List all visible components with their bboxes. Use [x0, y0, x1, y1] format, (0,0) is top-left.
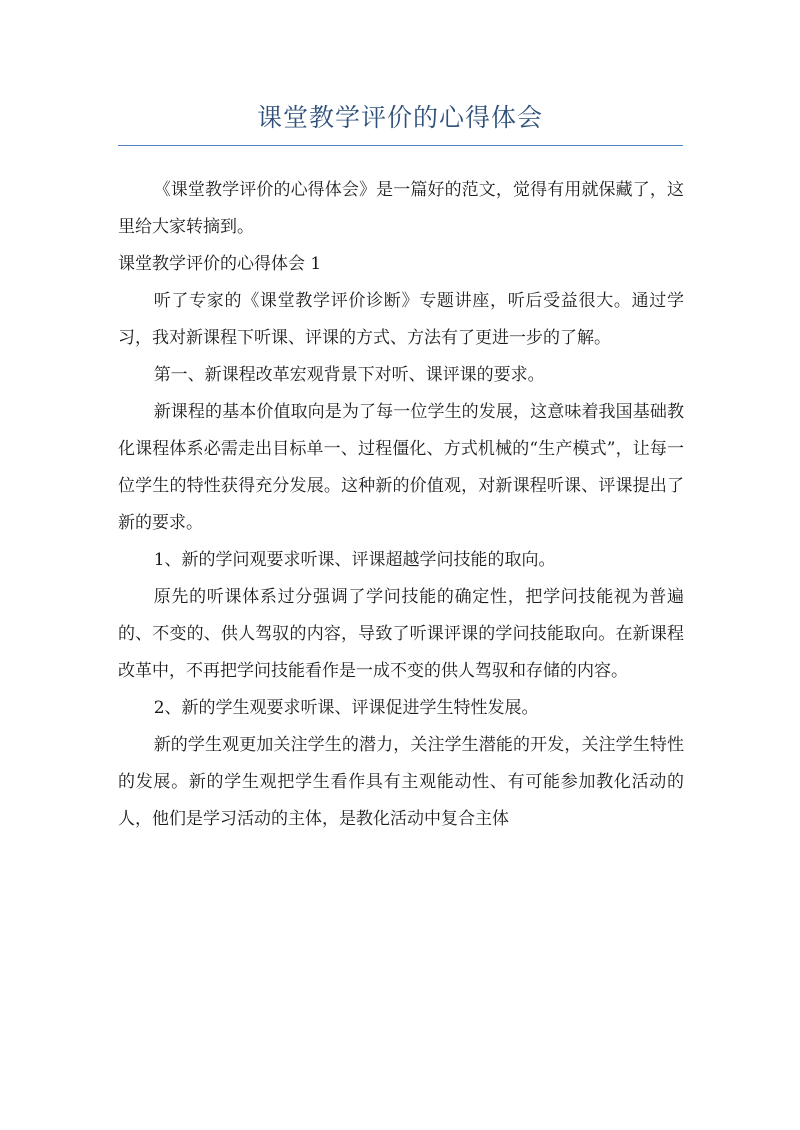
paragraph: 1、新的学问观要求听课、评课超越学问技能的取向。: [153, 550, 556, 570]
paragraph: 听了专家的《课堂教学评价诊断》专题讲座，听后受益很大。通过学习，我对新课程下听课、评课的方式、方法有了更进一步的了解。: [118, 291, 684, 348]
document-body: [118, 172, 684, 838]
paragraph: 第一、新课程改革宏观背景下对听、课评课的要求。: [153, 365, 545, 385]
paragraph: 原先的听课体系过分强调了学问技能的确定性，把学问技能视为普遍的、不变的、供人驾驭的内容，导致了听课评课的学问技能取向。在新课程改革中，不再把学问技能看作是一成不变的供人驾驭和存储的内容。: [118, 587, 684, 681]
paragraph: 《课堂教学评价的心得体会》是一篇好的范文，觉得有用就保藏了，这里给大家转摘到。: [118, 180, 684, 237]
section-heading: 课堂教学评价的心得体会 1: [118, 254, 322, 274]
title-underline: [118, 145, 683, 146]
paragraph: 2、新的学生观要求听课、评课促进学生特性发展。: [153, 698, 539, 718]
document-title: 课堂教学评价的心得体会: [256, 103, 543, 132]
paragraph: 新课程的基本价值取向是为了每一位学生的发展，这意味着我国基础教化课程体系必需走出目标单一、过程僵化、方式机械的“生产模式”，让每一位学生的特性获得充分发展。这种新的价值观，对新课程听课、评课提出了新的要求。: [118, 402, 684, 533]
paragraph: 新的学生观更加关注学生的潜力，关注学生潜能的开发，关注学生特性的发展。新的学生观把学生看作具有主观能动性、有可能参加教化活动的人，他们是学习活动的主体，是教化活动中复合主体: [118, 735, 684, 829]
